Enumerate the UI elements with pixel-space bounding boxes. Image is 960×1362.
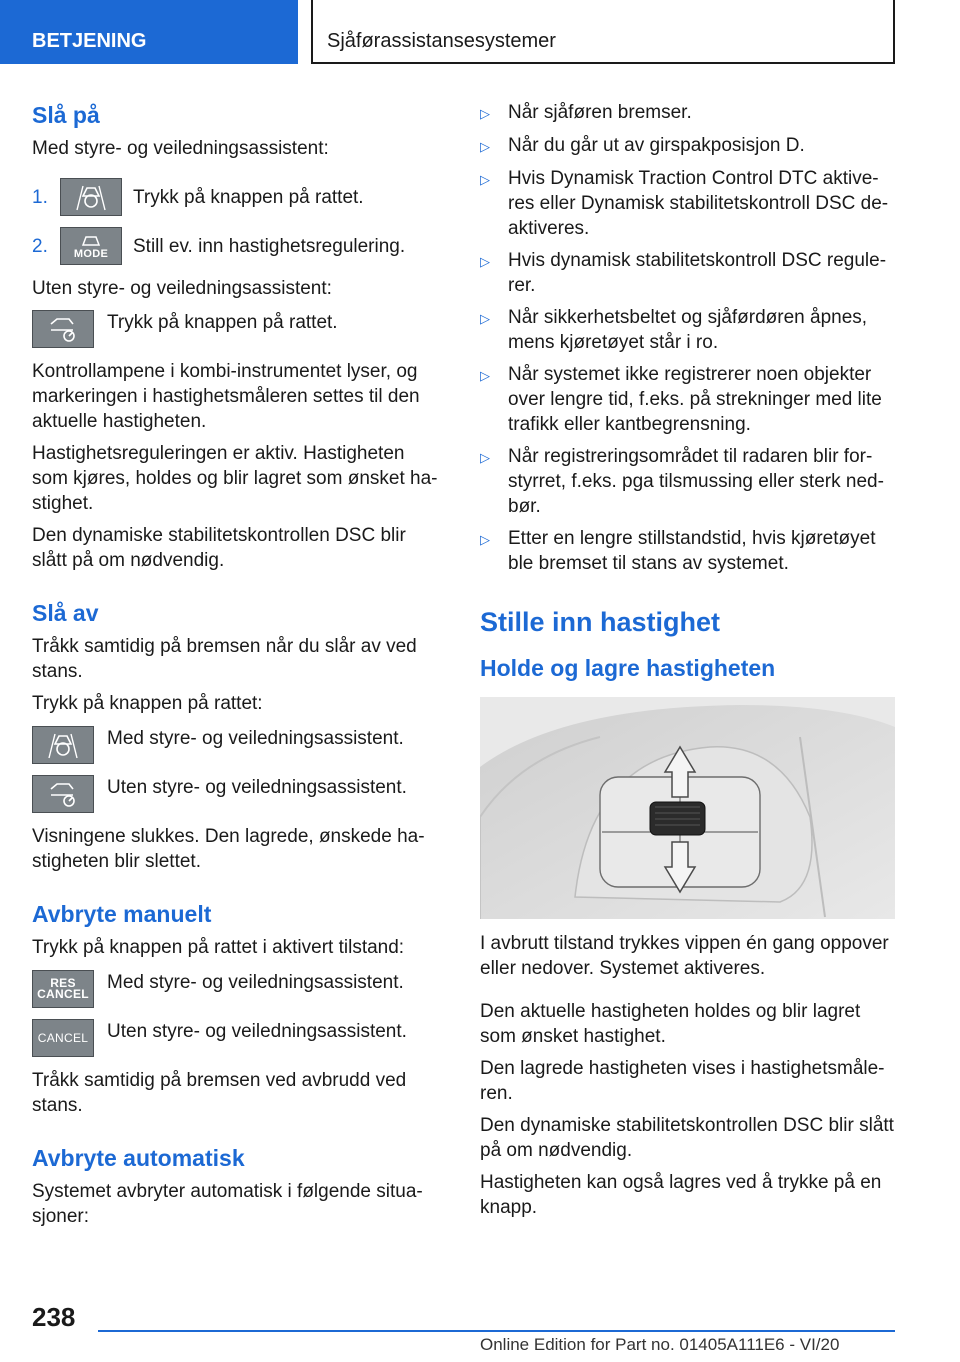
- chapter-title: Sjåførassistansesystemer: [311, 0, 895, 64]
- triangle-bullet-icon: ▷: [480, 106, 490, 121]
- para-active: Hastighetsreguleringen er aktiv. Hastigheten som kjøres, holdes og blir lagret som ønsket ha-stighet.: [32, 443, 438, 514]
- bullet-text: Når registreringsområdet til radaren blir for-styrret, f.eks. pga tilsmussing eller sterk ned-bør.: [508, 446, 884, 517]
- footer-edition: Online Edition for Part no. 01405A111E6 - VI/20: [480, 1335, 840, 1354]
- heading-off: Slå av: [32, 600, 99, 626]
- heading-on: Slå på: [32, 102, 100, 128]
- auto-para-1: Systemet avbryter automatisk i følgende situa-sjoner:: [32, 1181, 423, 1227]
- right-para-3: Den lagrede hastigheten vises i hastighetsmåle-ren.: [480, 1058, 885, 1104]
- right-column: [480, 100, 895, 1227]
- right-para-5: Hastigheten kan også lagres ved å trykke på en knapp.: [480, 1172, 882, 1218]
- step-1-number: 1.: [32, 186, 48, 208]
- bullet-item: [480, 305, 895, 355]
- bullet-text: Etter en lengre stillstandstid, hvis kjøretøyet ble bremset til stans av systemet.: [508, 528, 876, 574]
- steering-wheel-image: [480, 697, 895, 919]
- right-para-4: Den dynamiske stabilitetskontrollen DSC blir slått på om nødvendig.: [480, 1115, 894, 1161]
- on-without-assist: Uten styre- og veiledningsassistent:: [32, 278, 332, 299]
- right-para-1: I avbrutt tilstand trykkes vippen én gang oppover eller nedover. Systemet aktiveres.: [480, 933, 889, 979]
- left-column: [32, 100, 442, 1236]
- cancel-with-row: [32, 970, 442, 1008]
- cancel-para-2: Tråkk samtidig på bremsen ved avbrudd ved stans.: [32, 1070, 407, 1116]
- step-2: [32, 227, 442, 265]
- cruise-control-button-icon: [32, 310, 94, 348]
- heading-cancel-auto: Avbryte automatisk: [32, 1145, 245, 1171]
- res-label: RES: [50, 976, 76, 990]
- off-without-text: Uten styre- og veiledningsassistent.: [107, 777, 407, 798]
- off-para-1: Tråkk samtidig på bremsen når du slår av ved stans.: [32, 636, 417, 682]
- bullet-text: Når sikkerhetsbeltet og sjåførdøren åpnes, mens kjøretøyet står i ro.: [508, 307, 868, 353]
- steering-assist-button-icon: [32, 726, 94, 764]
- bullet-text: Når systemet ikke registrerer noen objekter over lengre tid, f.eks. på strekninger med lite trafikk eller kantbegrensning.: [508, 364, 882, 435]
- section-tab: BETJENING: [0, 0, 298, 64]
- bullet-item: [480, 248, 895, 298]
- bullet-item: [480, 100, 895, 126]
- triangle-bullet-icon: ▷: [480, 311, 490, 326]
- cancel-without-text: Uten styre- og veiledningsassistent.: [107, 1021, 407, 1042]
- bullet-text: Når du går ut av girspakposisjon D.: [508, 135, 805, 156]
- cancel-para-1: Trykk på knappen på rattet i aktivert tilstand:: [32, 937, 405, 958]
- off-para-2: Trykk på knappen på rattet:: [32, 693, 263, 714]
- page-number: 238: [32, 1302, 76, 1332]
- off-without-row: [32, 775, 442, 813]
- res-cancel-button-icon: [32, 970, 94, 1008]
- cancel-label: CANCEL: [37, 1030, 89, 1045]
- cancel-with-text: Med styre- og veiledningsassistent.: [107, 972, 404, 993]
- triangle-bullet-icon: ▷: [480, 532, 490, 547]
- bullet-text: Når sjåføren bremser.: [508, 102, 692, 123]
- bullet-item: [480, 362, 895, 437]
- triangle-bullet-icon: ▷: [480, 254, 490, 269]
- triangle-bullet-icon: ▷: [480, 172, 490, 187]
- step-1-text: Trykk på knappen på rattet.: [133, 186, 364, 208]
- triangle-bullet-icon: ▷: [480, 139, 490, 154]
- cancel-label: CANCEL: [37, 987, 89, 1001]
- off-para-3: Visningene slukkes. Den lagrede, ønskede ha-stigheten blir slettet.: [32, 826, 425, 872]
- triangle-bullet-icon: ▷: [480, 368, 490, 383]
- cancel-button-icon: [32, 1019, 94, 1057]
- bullet-list: [480, 100, 895, 576]
- bullet-text: Hvis dynamisk stabilitetskontroll DSC regule-rer.: [508, 250, 887, 296]
- steering-assist-button-icon: [60, 178, 122, 216]
- bullet-item: [480, 444, 895, 519]
- bullet-item: [480, 133, 895, 159]
- cancel-without-row: [32, 1019, 442, 1057]
- off-with-text: Med styre- og veiledningsassistent.: [107, 728, 404, 749]
- step-1: [32, 178, 442, 216]
- off-with-row: [32, 726, 442, 764]
- right-para-2: Den aktuelle hastigheten holdes og blir lagret som ønsket hastighet.: [480, 1001, 861, 1047]
- heading-hold-speed: Holde og lagre hastigheten: [480, 655, 776, 681]
- step-2-number: 2.: [32, 235, 48, 257]
- para-indicator: Kontrollampene i kombi-instrumentet lyser, og markeringen i hastighetsmåleren settes til den aktuelle hastigheten.: [32, 361, 420, 432]
- on-without-row: [32, 310, 442, 348]
- step-2-text: Still ev. inn hastighetsregulering.: [133, 235, 406, 257]
- mode-button-label: MODE: [73, 247, 109, 260]
- para-dsc: Den dynamiske stabilitetskontrollen DSC blir slått på om nødvendig.: [32, 525, 406, 571]
- mode-button-icon: [60, 227, 122, 265]
- on-with-assist: Med styre- og veiledningsassistent:: [32, 138, 329, 159]
- triangle-bullet-icon: ▷: [480, 450, 490, 465]
- heading-set-speed: Stille inn hastighet: [480, 607, 721, 637]
- heading-cancel-manual: Avbryte manuelt: [32, 901, 212, 927]
- bullet-item: [480, 166, 895, 241]
- bullet-item: [480, 526, 895, 576]
- footer-divider: [98, 1330, 895, 1332]
- cruise-control-button-icon: [32, 775, 94, 813]
- bullet-text: Hvis Dynamisk Traction Control DTC aktive-res eller Dynamisk stabilitetskontroll DSC de-aktiveres.: [508, 168, 889, 239]
- on-without-text: Trykk på knappen på rattet.: [107, 312, 338, 333]
